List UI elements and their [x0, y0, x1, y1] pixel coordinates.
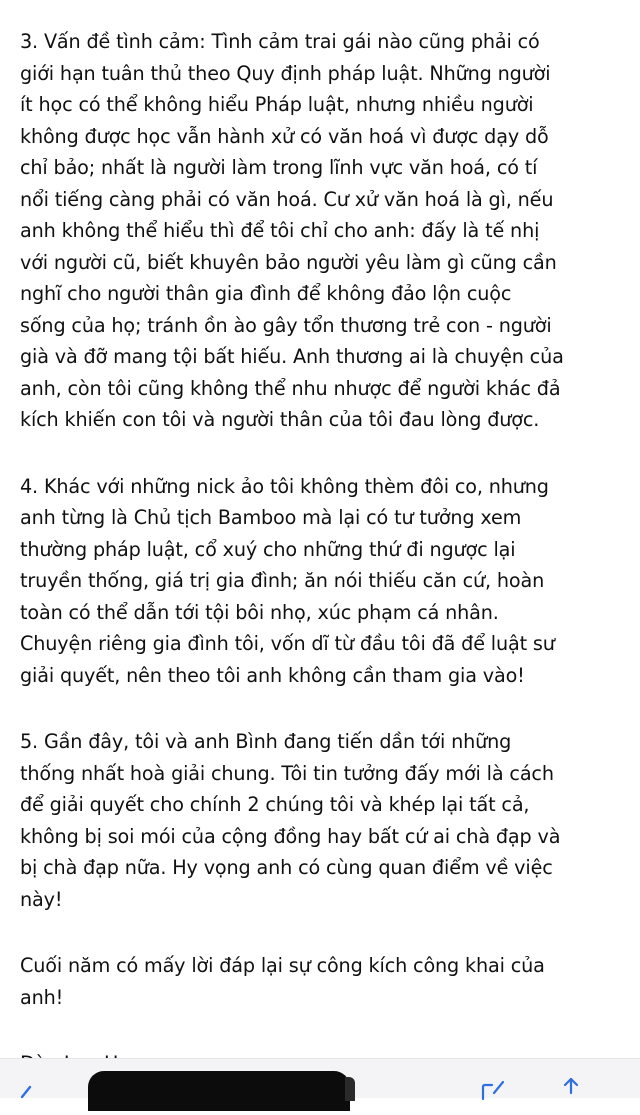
text-line: thống nhất hoà giải chung. Tôi tin tưởng đấy mới là cách — [20, 761, 554, 785]
post-body — [20, 26, 628, 1115]
paragraph-4 — [20, 471, 628, 692]
text-line: 5. Gần đây, tôi và anh Bình đang tiến dần tới những — [20, 730, 512, 753]
text-line: này! — [20, 887, 63, 911]
compose-icon[interactable] — [480, 1079, 506, 1101]
text-line: kích khiến con tôi và người thân của tôi đau lòng được. — [20, 408, 540, 431]
text-line: không được học vẫn hành xử có văn hoá vì được dạy dỗ — [20, 124, 549, 148]
text-line: truyền thống, giá trị gia đình; ăn nói thiếu căn cứ, hoàn — [20, 569, 545, 592]
text-line: toàn có thể dẫn tới tội bôi nhọ, xúc phạm cá nhân. — [20, 600, 499, 624]
text-line: anh! — [20, 985, 64, 1009]
share-icon[interactable] — [558, 1077, 584, 1101]
text-line: giải quyết, nên theo tôi anh không cần tham gia vào! — [20, 663, 525, 687]
text-line: chỉ bảo; nhất là người làm trong lĩnh vực văn hoá, có tí — [20, 156, 538, 179]
paragraph-3 — [20, 26, 628, 436]
text-line: thường pháp luật, cổ xuý cho những thứ đi ngược lại — [20, 537, 516, 561]
text-line: bị chà đạp nữa. Hy vọng anh có cùng quan điểm về việc — [20, 856, 553, 879]
text-line: già và đỡ mang tội bất hiếu. Anh thương ai là chuyện của — [20, 345, 564, 368]
text-line: sống của họ; tránh ồn ào gây tổn thương trẻ con - người — [20, 313, 552, 337]
text-line: 4. Khác với những nick ảo tôi không thèm đôi co, nhưng — [20, 474, 549, 498]
text-line: giới hạn tuân thủ theo Quy định pháp luật. Những người — [20, 61, 551, 85]
bottom-toolbar — [0, 1058, 640, 1098]
text-line: ít học có thể không hiểu Pháp luật, nhưng nhiều người — [20, 93, 534, 116]
paragraph-5 — [20, 726, 628, 915]
text-line: với người cũ, biết khuyên bảo người yêu làm gì cũng cần — [20, 250, 557, 274]
redacted-overlay-edge — [345, 1077, 355, 1101]
text-line: 3. Vấn đề tình cảm: Tình cảm trai gái nào cũng phải có — [20, 30, 540, 53]
redacted-overlay — [88, 1071, 350, 1111]
text-line: nổi tiếng càng phải có văn hoá. Cư xử văn hoá là gì, nếu — [20, 187, 554, 211]
back-icon[interactable] — [18, 1085, 34, 1101]
text-line: nghĩ cho người thân gia đình để không đảo lộn cuộc — [20, 282, 512, 305]
closing-paragraph — [20, 950, 628, 1013]
text-line: anh, còn tôi cũng không thể nhu nhược để người khác đả — [20, 376, 561, 400]
text-line: anh từng là Chủ tịch Bamboo mà lại có tư tưởng xem — [20, 506, 522, 529]
text-line: Cuối năm có mấy lời đáp lại sự công kích công khai của — [20, 954, 545, 977]
text-line: Chuyện riêng gia đình tôi, vốn dĩ từ đầu tôi đã để luật sư — [20, 632, 555, 655]
text-line: không bị soi mói của cộng đồng hay bất cứ ai chà đạp và — [20, 824, 561, 848]
text-line: để giải quyết cho chính 2 chúng tôi và khép lại tất cả, — [20, 793, 530, 816]
text-line: anh không thể hiểu thì để tôi chỉ cho anh: đấy là tế nhị — [20, 219, 540, 242]
